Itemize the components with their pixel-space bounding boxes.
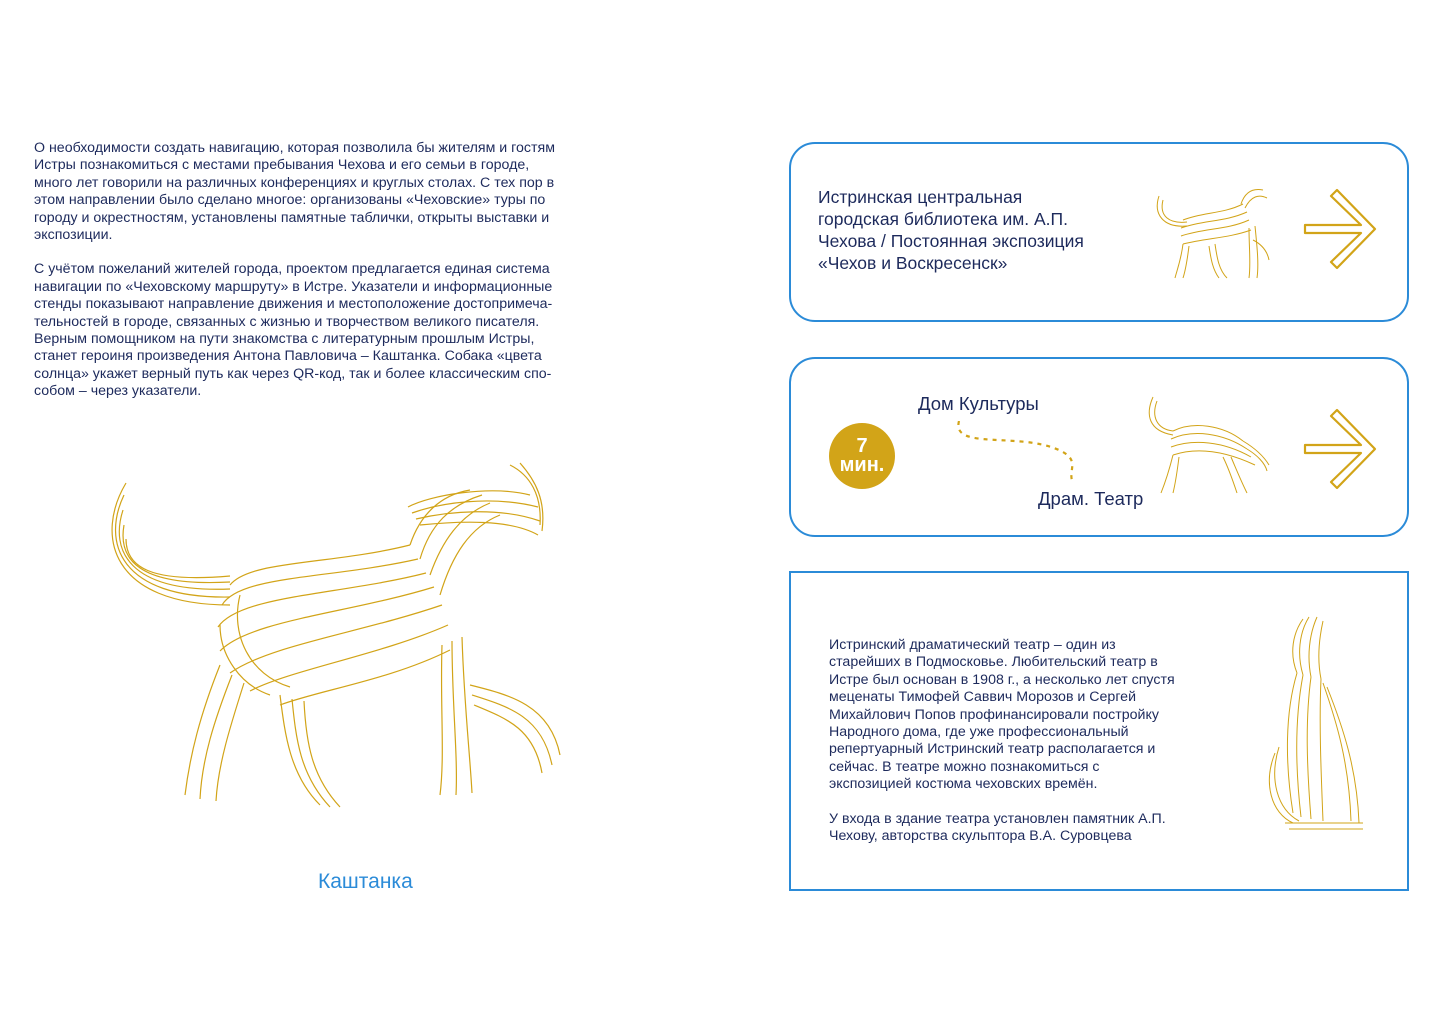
intro-text <box>34 140 640 418</box>
route-sign-card <box>789 357 1409 537</box>
library-sign-card <box>789 142 1409 322</box>
illustration-caption: Каштанка <box>318 870 413 893</box>
arrow-right-icon <box>1301 406 1381 492</box>
dog-sitting-icon <box>1263 613 1381 833</box>
theatre-info-text <box>829 637 1224 862</box>
walk-time-value: 7 <box>856 435 868 457</box>
dog-sniffing-icon <box>1143 395 1273 495</box>
dog-walking-icon <box>90 455 580 825</box>
dog-icon <box>1153 184 1273 282</box>
library-sign-text: Истринская центральная городская библиотека им. А.П. Чехова / Постоянная экспозиция «Чехов и Воскресенск» <box>818 187 1084 273</box>
arrow-right-icon <box>1301 186 1381 272</box>
intro-paragraph-1: О необходимости создать навигацию, которая позволила бы жителям и гостям Истры познакомиться с местами пребывания Чехова и его семьи в городе, много лет говорили на различных конференциях и круглых столах. С тех пор в этом направлении было сделано многое: организованы «Чеховские» туры по городу и окрестностям, установлены памятные таблички, открыты выставки и экспозиции. <box>34 140 555 244</box>
walk-time-badge <box>829 423 895 489</box>
route-end-label: Драм. Театр <box>1038 488 1144 509</box>
theatre-paragraph-1: Истринский драматический театр – один из старейших в Подмосковье. Любительский театр в Истре был основан в 1908 г., а несколько лет спустя меценаты Тимофей Саввич Морозов и Сергей Михайлович Попов профинансировали постройку Народного дома, где уже профессиональный репертуарный Истринский театр располагается и сейчас. В театре можно познакомиться с экспозицией костюма чеховских времён. <box>829 637 1175 793</box>
intro-paragraph-2: С учётом пожеланий жителей города, проектом предлагается единая система навигации по «Чеховскому маршруту» в Истре. Указатели и информационные стенды показывают направление движения и местоположение достопримеча- тельностей в городе, связанных с жизнью и творчеством великого писателя. Верным помощником на пути знакомства с литературным прошлым Истры, станет героиня произведения Антона Павловича – Каштанка. Собака «цвета солнца» укажет верный путь как через QR-код, так и более классическим спо- собом – через указатели. <box>34 261 553 400</box>
route-start-label: Дом Культуры <box>918 393 1039 414</box>
theatre-info-card <box>789 571 1409 891</box>
walk-time-unit: мин. <box>839 454 885 476</box>
theatre-paragraph-2: У входа в здание театра установлен памятник А.П. Чехову, авторства скульптора В.А. Суровцева <box>829 810 1166 845</box>
route-dotted-line <box>951 421 1091 483</box>
